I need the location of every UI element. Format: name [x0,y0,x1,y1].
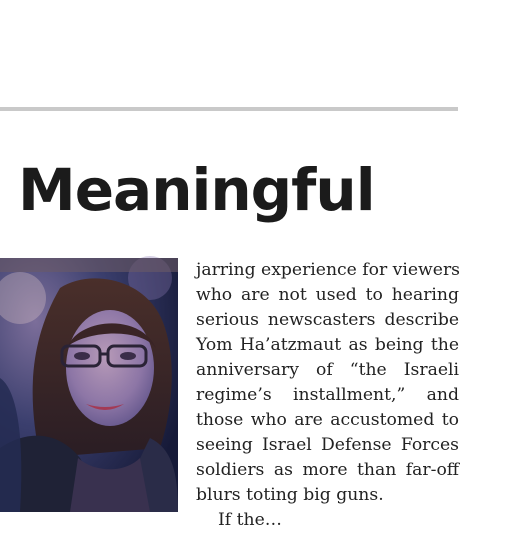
section-divider [0,107,458,111]
body-line: jarring experience for viewers [196,260,460,280]
body-line: those who are accustomed to [196,410,459,430]
body-line: anniversary of “the Israeli [196,360,459,380]
body-line: seeing Israel Defense Forces [196,435,459,455]
body-line: who are not used to hearing [196,285,459,305]
body-line: Yom Ha’atzmaut as being the [196,335,459,355]
body-line: serious newscasters describe [196,310,459,330]
article-photo [0,258,178,512]
body-line: soldiers as more than far-off [196,460,459,480]
article-body [196,258,460,530]
body-line: regime’s installment,” and [196,385,459,405]
body-line: blurs toting big guns. [196,485,384,505]
body-line-partial: If the… [218,510,282,530]
article-headline: Meaningful [18,156,375,224]
